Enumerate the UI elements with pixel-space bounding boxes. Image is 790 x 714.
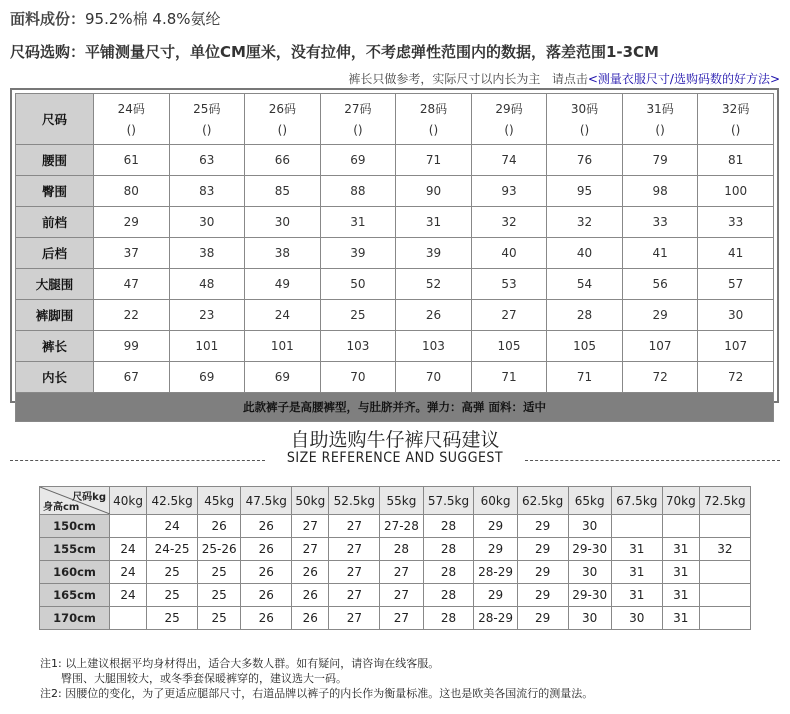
suggest-title: 自助选购牛仔裤尺码建议	[290, 429, 500, 451]
table-cell: 70	[396, 362, 472, 393]
table-cell: 71	[396, 145, 472, 176]
table-cell	[611, 515, 662, 538]
reference-note	[10, 70, 780, 87]
table-cell: 28-29	[474, 607, 517, 630]
row-label: 臀围	[16, 176, 94, 207]
table-cell: 28	[423, 515, 474, 538]
table-cell: 31	[662, 584, 699, 607]
table-cell: 29	[474, 515, 517, 538]
table-cell: 69	[245, 362, 321, 393]
table-cell: 32	[699, 538, 750, 561]
fabric-value: 95.2%棉 4.8%氨纶	[85, 10, 221, 28]
table-row	[40, 561, 751, 584]
weight-header: 60kg	[474, 487, 517, 515]
table-cell: 24	[245, 300, 321, 331]
suggest-table-frame	[39, 486, 751, 646]
table-cell	[662, 515, 699, 538]
table-row	[40, 538, 751, 561]
table-cell: 26	[396, 300, 472, 331]
table-cell: 69	[320, 145, 396, 176]
table-cell: 24	[147, 515, 198, 538]
table-cell: 38	[169, 238, 245, 269]
table-cell: 26	[241, 607, 292, 630]
table-cell: 26	[241, 515, 292, 538]
table-cell: 25	[147, 607, 198, 630]
size-paren: ()	[277, 123, 288, 137]
table-cell: 52	[396, 269, 472, 300]
table-cell: 27	[329, 561, 380, 584]
height-label: 165cm	[40, 584, 110, 607]
row-label: 前档	[16, 207, 94, 238]
table-cell: 100	[698, 176, 774, 207]
suggest-table	[39, 486, 751, 630]
table-cell: 101	[169, 331, 245, 362]
table-cell: 30	[568, 607, 611, 630]
corner-top-label: 尺码kg	[72, 492, 106, 503]
table-cell: 22	[94, 300, 170, 331]
table-cell: 107	[698, 331, 774, 362]
size-label: 31码	[646, 102, 674, 116]
weight-header: 70kg	[662, 487, 699, 515]
size-label: 28码	[419, 102, 448, 116]
table-cell: 28	[423, 584, 474, 607]
size-paren: ()	[731, 123, 741, 137]
table-cell: 41	[698, 238, 774, 269]
table-row	[40, 584, 751, 607]
row-label: 大腿围	[16, 269, 94, 300]
table-cell: 72	[622, 362, 698, 393]
table-footer-row	[16, 393, 774, 422]
note-1-continued: 臀围、大腿围较大，或冬季套保暖裤穿的，建议选大一码。	[61, 672, 347, 685]
table-cell: 28	[380, 538, 423, 561]
table-cell: 90	[396, 176, 472, 207]
table-row	[16, 207, 774, 238]
table-cell: 28	[423, 607, 474, 630]
table-cell: 103	[320, 331, 396, 362]
table-cell: 93	[471, 176, 547, 207]
table-cell: 29	[517, 538, 568, 561]
table-cell: 105	[471, 331, 547, 362]
fabric-line	[10, 8, 221, 29]
table-cell: 31	[396, 207, 472, 238]
table-cell: 30	[568, 561, 611, 584]
table-cell: 105	[547, 331, 623, 362]
measure-guide-link[interactable]: <测量衣服尺寸/选购码数的好方法>	[587, 72, 780, 86]
table-cell: 61	[94, 145, 170, 176]
table-cell: 25	[147, 584, 198, 607]
table-cell: 33	[698, 207, 774, 238]
table-cell: 29	[517, 584, 568, 607]
size-table-frame	[10, 88, 779, 414]
table-cell: 66	[245, 145, 321, 176]
weight-header: 50kg	[292, 487, 329, 515]
table-cell: 29	[517, 515, 568, 538]
table-cell: 41	[622, 238, 698, 269]
size-header-label: 尺码	[16, 94, 94, 145]
table-row	[16, 331, 774, 362]
table-cell: 31	[662, 561, 699, 584]
weight-header-row	[40, 487, 751, 515]
size-header-row	[16, 94, 774, 145]
table-row	[40, 607, 751, 630]
reference-note-prefix: 请点击	[551, 72, 588, 86]
height-label: 150cm	[40, 515, 110, 538]
table-cell: 27	[329, 607, 380, 630]
table-cell: 63	[169, 145, 245, 176]
table-cell: 26	[292, 561, 329, 584]
note-1: 注1: 以上建议根据平均身材得出，适合大多数人群。如有疑问，请咨询在线客服。	[40, 657, 440, 670]
size-label: 27码	[344, 102, 372, 116]
weight-header: 55kg	[380, 487, 423, 515]
table-cell: 24-25	[147, 538, 198, 561]
table-cell: 29	[474, 538, 517, 561]
weight-header: 45kg	[198, 487, 241, 515]
table-cell: 24	[110, 584, 147, 607]
table-cell: 49	[245, 269, 321, 300]
weight-header: 40kg	[110, 487, 147, 515]
size-paren: ()	[126, 123, 136, 137]
table-cell: 71	[547, 362, 623, 393]
table-cell: 30	[245, 207, 321, 238]
weight-header: 52.5kg	[329, 487, 380, 515]
size-column-header	[471, 94, 547, 145]
row-label: 后档	[16, 238, 94, 269]
size-column-header	[245, 94, 321, 145]
table-cell: 81	[698, 145, 774, 176]
table-cell: 23	[169, 300, 245, 331]
table-row	[16, 269, 774, 300]
table-cell: 56	[622, 269, 698, 300]
table-cell: 28-29	[474, 561, 517, 584]
table-cell: 29-30	[568, 538, 611, 561]
size-column-header	[698, 94, 774, 145]
table-cell: 25	[198, 561, 241, 584]
weight-header: 72.5kg	[699, 487, 750, 515]
corner-cell	[40, 487, 110, 515]
table-cell: 28	[547, 300, 623, 331]
table-cell: 31	[320, 207, 396, 238]
row-label: 内长	[16, 362, 94, 393]
table-row	[16, 238, 774, 269]
size-table	[15, 93, 774, 422]
table-cell: 95	[547, 176, 623, 207]
table-row	[16, 176, 774, 207]
table-cell: 88	[320, 176, 396, 207]
table-cell: 83	[169, 176, 245, 207]
height-label: 155cm	[40, 538, 110, 561]
table-cell: 103	[396, 331, 472, 362]
weight-header: 42.5kg	[147, 487, 198, 515]
table-cell: 27	[329, 584, 380, 607]
size-paren: ()	[504, 123, 514, 137]
table-row	[16, 300, 774, 331]
row-label: 裤长	[16, 331, 94, 362]
table-cell: 40	[547, 238, 623, 269]
table-cell: 69	[169, 362, 245, 393]
table-cell	[699, 584, 750, 607]
table-cell: 37	[94, 238, 170, 269]
table-cell: 99	[94, 331, 170, 362]
size-label: 24码	[117, 102, 145, 116]
size-column-header	[320, 94, 396, 145]
table-cell	[699, 515, 750, 538]
table-cell: 30	[611, 607, 662, 630]
table-cell: 24	[110, 561, 147, 584]
size-paren: ()	[655, 123, 665, 137]
table-cell: 27	[292, 538, 329, 561]
size-label: 26码	[268, 102, 296, 116]
table-cell: 53	[471, 269, 547, 300]
table-row	[16, 145, 774, 176]
measure-line: 尺码选购：平铺测量尺寸，单位CM厘米，没有拉伸，不考虑弹性范围内的数据，落差范围1-3CM	[10, 43, 659, 61]
table-cell: 26	[241, 538, 292, 561]
size-paren: ()	[202, 123, 212, 137]
table-cell: 74	[471, 145, 547, 176]
size-paren: ()	[579, 123, 590, 137]
table-cell: 25	[320, 300, 396, 331]
table-cell: 29	[474, 584, 517, 607]
row-label: 腰围	[16, 145, 94, 176]
table-cell: 25	[147, 561, 198, 584]
table-cell: 79	[622, 145, 698, 176]
table-cell: 76	[547, 145, 623, 176]
suggest-subtitle: SIZE REFERENCE AND SUGGEST	[286, 450, 504, 466]
table-cell	[110, 607, 147, 630]
size-paren: ()	[353, 123, 363, 137]
table-cell: 71	[471, 362, 547, 393]
table-cell: 98	[622, 176, 698, 207]
size-label: 29码	[495, 102, 523, 116]
table-cell: 39	[396, 238, 472, 269]
table-cell: 26	[241, 584, 292, 607]
size-column-header	[622, 94, 698, 145]
reference-note-text: 裤长只做参考，实际尺寸以内长为主	[348, 72, 541, 86]
weight-header: 67.5kg	[611, 487, 662, 515]
table-cell: 25-26	[198, 538, 241, 561]
height-label: 170cm	[40, 607, 110, 630]
size-label: 32码	[722, 102, 750, 116]
size-label: 25码	[193, 102, 221, 116]
corner-bottom-label: 身高cm	[43, 502, 80, 513]
table-cell: 38	[245, 238, 321, 269]
size-column-header	[547, 94, 623, 145]
height-label: 160cm	[40, 561, 110, 584]
table-cell: 27	[471, 300, 547, 331]
weight-header: 47.5kg	[241, 487, 292, 515]
weight-header: 57.5kg	[423, 487, 474, 515]
table-cell: 29	[94, 207, 170, 238]
table-cell: 72	[698, 362, 774, 393]
size-paren: ()	[428, 123, 439, 137]
table-cell: 48	[169, 269, 245, 300]
notes	[40, 656, 593, 701]
table-row	[16, 362, 774, 393]
table-cell: 32	[547, 207, 623, 238]
size-column-header	[169, 94, 245, 145]
table-cell: 26	[241, 561, 292, 584]
table-cell: 29	[517, 561, 568, 584]
table-cell: 39	[320, 238, 396, 269]
table-cell: 31	[611, 561, 662, 584]
table-cell: 47	[94, 269, 170, 300]
table-cell: 29-30	[568, 584, 611, 607]
table-row	[40, 515, 751, 538]
table-cell: 40	[471, 238, 547, 269]
table-cell: 27-28	[380, 515, 423, 538]
table-footer: 此款裤子是高腰裤型，与肚脐并齐。弹力：高弹 面料：适中	[16, 393, 774, 422]
table-cell: 80	[94, 176, 170, 207]
table-cell: 27	[380, 561, 423, 584]
weight-header: 62.5kg	[517, 487, 568, 515]
table-cell	[699, 607, 750, 630]
table-cell: 50	[320, 269, 396, 300]
table-cell	[699, 561, 750, 584]
table-cell: 107	[622, 331, 698, 362]
weight-header: 65kg	[568, 487, 611, 515]
note-2: 注2: 因腰位的变化，为了更适应腿部尺寸，右道品牌以裤子的内长作为衡量标准。这也是欧美各国流行的测量法。	[40, 687, 594, 700]
table-cell: 85	[245, 176, 321, 207]
table-cell: 27	[329, 515, 380, 538]
table-cell: 24	[110, 538, 147, 561]
table-cell: 25	[198, 584, 241, 607]
table-cell: 101	[245, 331, 321, 362]
row-label: 裤脚围	[16, 300, 94, 331]
size-label: 30码	[570, 102, 599, 116]
table-cell: 28	[423, 561, 474, 584]
table-cell: 54	[547, 269, 623, 300]
table-cell: 31	[611, 538, 662, 561]
table-cell: 31	[662, 607, 699, 630]
table-cell: 57	[698, 269, 774, 300]
table-cell: 32	[471, 207, 547, 238]
table-cell: 30	[698, 300, 774, 331]
table-cell: 67	[94, 362, 170, 393]
size-column-header	[396, 94, 472, 145]
table-cell: 29	[517, 607, 568, 630]
table-cell: 27	[292, 515, 329, 538]
size-column-header	[94, 94, 170, 145]
table-cell: 31	[662, 538, 699, 561]
table-cell: 29	[622, 300, 698, 331]
table-cell: 27	[380, 607, 423, 630]
table-cell: 27	[380, 584, 423, 607]
table-cell: 28	[423, 538, 474, 561]
table-cell: 30	[568, 515, 611, 538]
table-cell: 70	[320, 362, 396, 393]
table-cell: 25	[198, 607, 241, 630]
table-cell: 30	[169, 207, 245, 238]
table-cell: 33	[622, 207, 698, 238]
table-cell: 26	[292, 607, 329, 630]
table-cell: 26	[198, 515, 241, 538]
table-cell: 27	[329, 538, 380, 561]
fabric-label: 面料成份：	[10, 10, 86, 28]
table-cell: 26	[292, 584, 329, 607]
table-cell: 31	[611, 584, 662, 607]
table-cell	[110, 515, 147, 538]
